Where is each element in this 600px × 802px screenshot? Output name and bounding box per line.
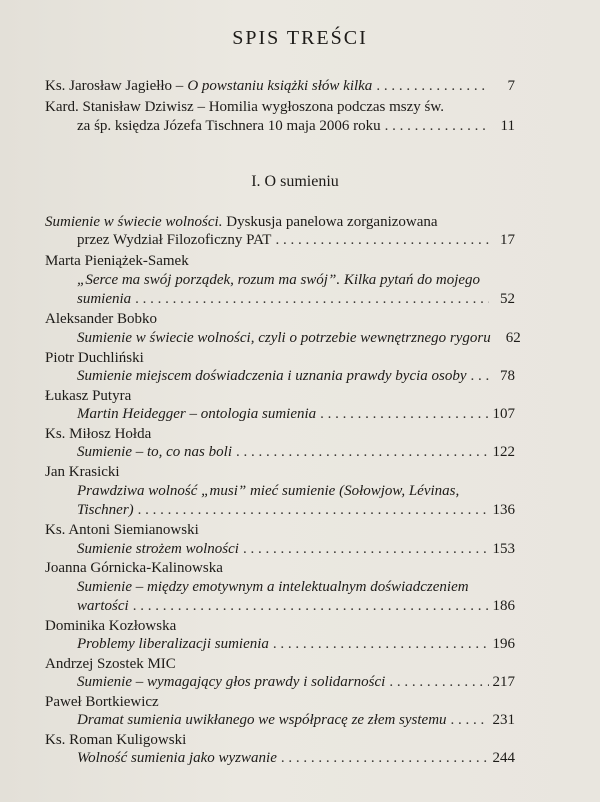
entry-title: Sumienie w świecie wolności, czyli o potrzebie wewnętrznego rygoru: [77, 330, 491, 346]
dot-leader: [135, 289, 489, 309]
toc-entry-intro-2-line2[interactable]: [77, 116, 515, 136]
entry-title: Sumienie – wymagający głos prawdy i solidarności: [77, 674, 386, 690]
dot-leader: [275, 230, 489, 250]
dot-leader: [376, 76, 489, 96]
entry-title-cont: sumienia: [77, 291, 132, 307]
entry-author: Ks. Roman Kuligowski: [45, 732, 187, 748]
page-number: 7: [507, 78, 515, 94]
page-number: 136: [492, 502, 515, 518]
toc-entry-line[interactable]: [77, 500, 515, 520]
toc-entry-line[interactable]: [77, 404, 515, 424]
entry-author: Jan Krasicki: [45, 464, 120, 480]
toc-entry-line[interactable]: [77, 442, 515, 462]
page-number: 231: [492, 712, 515, 728]
dot-leader: [138, 500, 489, 520]
entry-author: Ks. Miłosz Hołda: [45, 426, 152, 442]
entry-title: Sumienie strożem wolności: [77, 541, 239, 557]
entry-title[interactable]: Sumienie – między emotywnym a intelektualnym doświadczeniem: [77, 579, 469, 595]
entry-title: Martin Heidegger – ontologia sumienia: [77, 406, 317, 422]
entry-author: Kard. Stanisław Dziwisz – Homilia wygłoszona podczas mszy św.: [45, 99, 444, 115]
entry-title-rest: Dyskusja panelowa zorganizowana: [222, 214, 438, 230]
entry-author: Andrzej Szostek MIC: [45, 656, 176, 672]
entry-author: Paweł Bortkiewicz: [45, 694, 159, 710]
entry-title: O powstaniu książki słów kilka: [187, 78, 373, 94]
entry-author: Aleksander Bobko: [45, 311, 158, 327]
entry-title: Sumienie – to, co nas boli: [77, 444, 232, 460]
entry-title-cont: przez Wydział Filozoficzny PAT: [77, 232, 272, 248]
dot-leader: [281, 748, 489, 768]
entry-title[interactable]: „Serce ma swój porządek, rozum ma swój”. Kilka pytań do mojego: [77, 272, 481, 288]
dot-leader: [320, 404, 488, 424]
dot-leader: [451, 710, 489, 730]
dot-leader: [243, 539, 489, 559]
toc-entry-line[interactable]: [77, 328, 521, 348]
dot-leader: [133, 596, 489, 616]
toc-entry-line[interactable]: [77, 710, 515, 730]
entry-title-cont: wartości: [77, 598, 129, 614]
page-title: SPIS TREŚCI: [232, 27, 368, 50]
toc-entry-line[interactable]: [77, 289, 515, 309]
page-number: 217: [492, 674, 515, 690]
page-number: 244: [492, 750, 515, 766]
dot-leader: [385, 116, 489, 136]
dot-leader: [236, 442, 489, 462]
toc-entry-panel-line1[interactable]: [45, 212, 438, 232]
entry-author: Marta Pieniążek-Samek: [45, 253, 189, 269]
dot-leader: [389, 672, 488, 692]
page-number: 122: [492, 444, 515, 460]
entry-title: Problemy liberalizacji sumienia: [77, 636, 269, 652]
page-number: 107: [492, 406, 515, 422]
page-number: 153: [492, 541, 515, 557]
page-number: 62: [505, 330, 521, 346]
entry-title: Dramat sumienia uwikłanego we współpracę ze złem systemu: [77, 712, 447, 728]
entry-title: za śp. księdza Józefa Tischnera 10 maja 2006 roku: [77, 118, 381, 134]
entry-author: Łukasz Putyra: [45, 388, 132, 404]
entry-author: Ks. Antoni Siemianowski: [45, 522, 199, 538]
toc-entry-line[interactable]: [77, 539, 515, 559]
toc-entry-line[interactable]: [77, 748, 515, 768]
toc-entry-line[interactable]: [77, 596, 515, 616]
page-number: 196: [492, 636, 515, 652]
toc-entry-line[interactable]: [77, 366, 515, 386]
page-number: 52: [500, 291, 515, 307]
entry-title-cont: Tischner): [77, 502, 134, 518]
toc-entry-intro-2-line1[interactable]: [45, 97, 444, 117]
toc-entry-line[interactable]: [77, 672, 515, 692]
page-number: 186: [492, 598, 515, 614]
toc-entry-line[interactable]: [77, 634, 515, 654]
dot-leader: [273, 634, 489, 654]
section-title: I. O sumieniu: [251, 173, 339, 190]
toc-entry-panel-line2[interactable]: [77, 230, 515, 250]
entry-author: Joanna Górnicka-Kalinowska: [45, 560, 223, 576]
toc-entry-intro-1[interactable]: [45, 76, 515, 96]
entry-author: Dominika Kozłowska: [45, 618, 177, 634]
page-number: 17: [500, 232, 515, 248]
dot-leader: [471, 366, 489, 386]
entry-author: Piotr Duchliński: [45, 350, 144, 366]
page-number: 78: [500, 368, 515, 384]
entry-author: Ks. Jarosław Jagiełło –: [45, 78, 184, 94]
entry-title[interactable]: Prawdziwa wolność „musi” mieć sumienie (Sołowjow, Lévinas,: [77, 483, 460, 499]
entry-title: Wolność sumienia jako wyzwanie: [77, 750, 277, 766]
entry-title: Sumienie miejscem doświadczenia i uznania prawdy bycia osoby: [77, 368, 467, 384]
page-number: 11: [500, 118, 515, 134]
entry-title: Sumienie w świecie wolności.: [45, 214, 223, 230]
